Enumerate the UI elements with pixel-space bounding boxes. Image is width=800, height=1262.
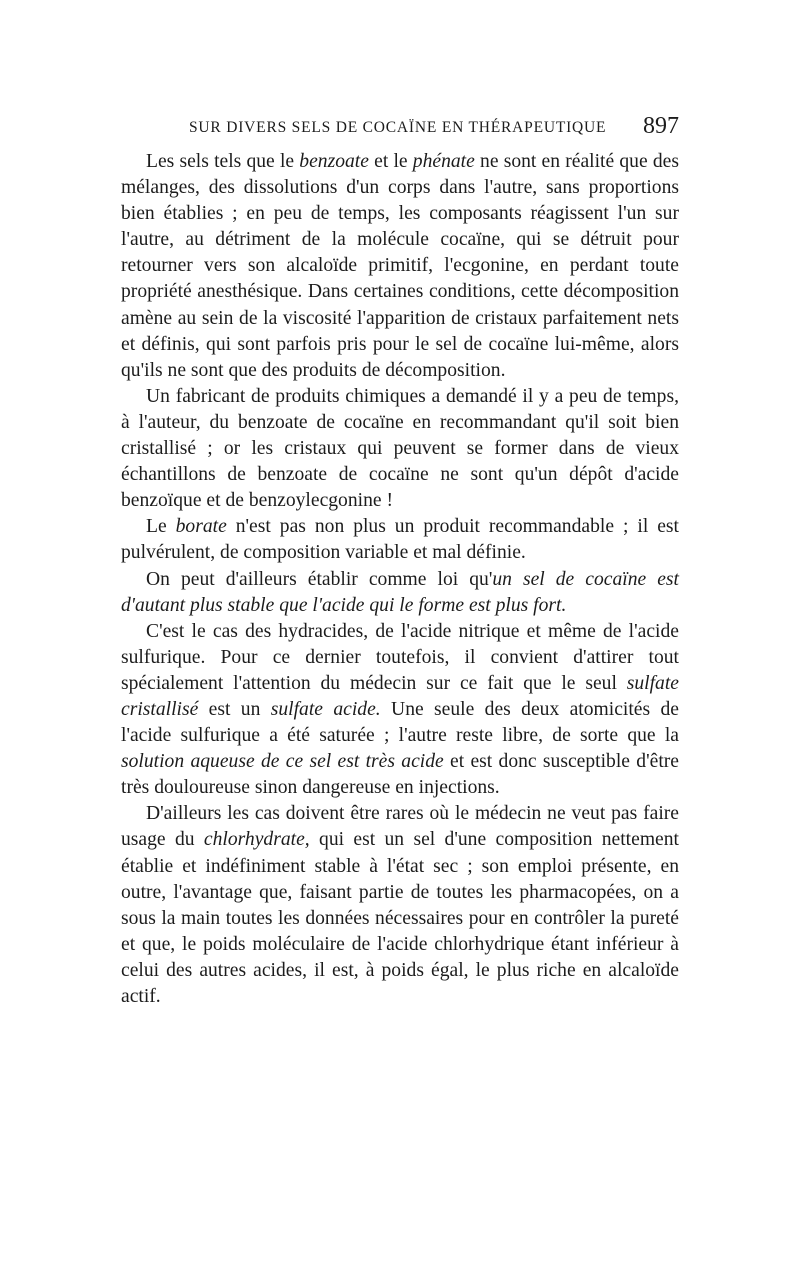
emphasis: phénate xyxy=(412,151,475,172)
paragraph-fabricant: Un fabricant de produits chimiques a demandé il y a peu de temps, à l'auteur, du benzoate de cocaïne en recommandant qu'il soit bien cristallisé ; or les cristaux qui peuvent se former dans de vieux échantillons de benzoate de cocaïne ne sont qu'un dépôt d'acide benzoïque et de benzoylecgonine ! xyxy=(121,385,679,512)
paragraph-loi: On peut d'ailleurs établir comme loi qu'un sel de cocaïne est d'autant plus stable que l'acide qui le forme est plus fort. xyxy=(121,568,679,616)
paragraph-chlorhydrate: D'ailleurs les cas doivent être rares où le médecin ne veut pas faire usage du chlorhydrate, qui est un sel d'une composition nettement établie et indéfiniment stable à l'état sec ; son emploi présente, en outre, l'avantage que, faisant partie de toutes les pharmacopées, on a sous la main toutes les données nécessaires pour en contrôler la pureté et que, le poids moléculaire de l'acide chlorhydrique étant inférieur à celui des autres acides, il est, à poids égal, le plus riche en alcaloïde actif. xyxy=(121,803,679,1007)
emphasis: sulfate cristallisé xyxy=(121,672,679,720)
emphasis: solution aqueuse de ce sel est très acide xyxy=(121,751,444,773)
emphasis: benzoate xyxy=(299,151,369,172)
page-header xyxy=(121,113,679,143)
page-number: 897 xyxy=(643,113,679,139)
body-text xyxy=(121,149,679,1010)
paragraph-borate: Le borate n'est pas non plus un produit recommandable ; il est pulvérulent, de composition variable et mal définie. xyxy=(121,516,679,564)
paragraph-benzoate-phenate: Les sels tels que le benzoate et le phénate ne sont en réalité que des mélanges, des dissolutions d'un corps dans l'autre, sans proportions bien établies ; en peu de temps, les composants réagissent l'un sur l'autre, au détriment de la molécule cocaïne, qui se détruit pour retourner vers son alcaloïde primitif, l'ecgonine, en perdant toute propriété anesthésique. Dans certaines conditions, cette décomposition amène au sein de la viscosité l'apparition de cristaux parfaitement nets et définis, qui sont parfois pris pour le sel de cocaïne lui-même, alors qu'ils ne sont que des produits de décomposition. xyxy=(121,151,679,381)
emphasis: un sel de cocaïne est d'autant plus stable que l'acide qui le forme est plus fort. xyxy=(121,568,679,616)
emphasis: chlorhydrate, xyxy=(203,829,310,851)
running-title: SUR DIVERS SELS DE COCAÏNE EN THÉRAPEUTIQUE xyxy=(189,119,607,136)
emphasis: borate xyxy=(175,516,227,538)
paragraph-hydracides: C'est le cas des hydracides, de l'acide nitrique et même de l'acide sulfurique. Pour ce dernier toutefois, il convient d'attirer tout spécialement l'attention du médecin sur ce fait que le seul sulfate cristallisé est un sulfate acide. Une seule des deux atomicités de l'acide sulfurique a été saturée ; l'autre reste libre, de sorte que la solution aqueuse de ce sel est très acide et est donc susceptible d'être très douloureuse sinon dangereuse en injections. xyxy=(121,620,679,799)
emphasis: sulfate acide. xyxy=(270,698,381,720)
